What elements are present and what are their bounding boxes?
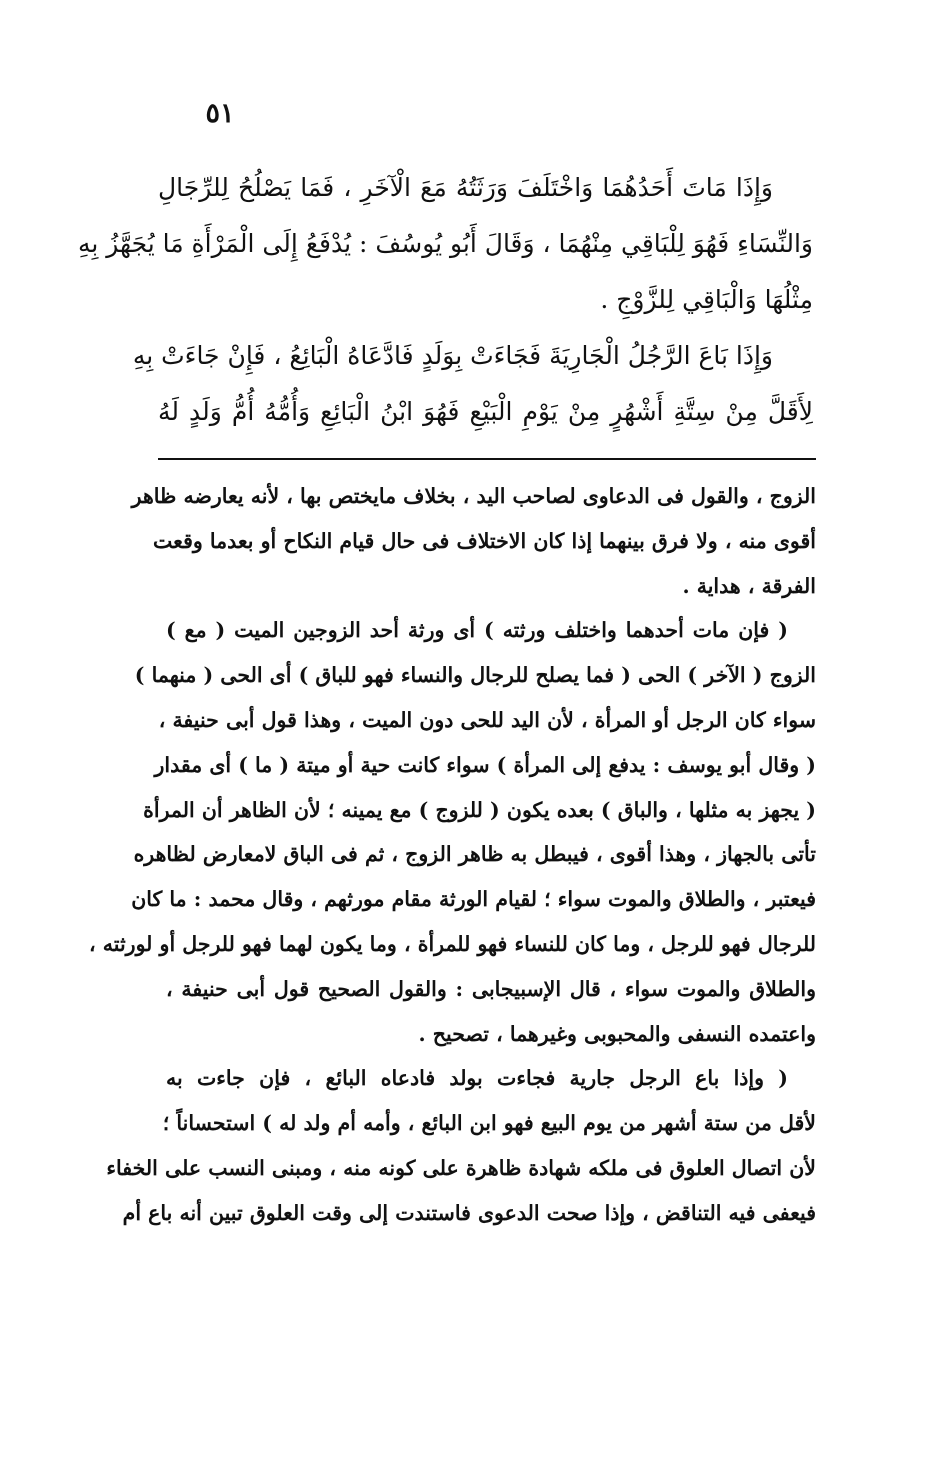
matn-line: وَإِذَا مَاتَ أَحَدُهُمَا وَاخْتَلَفَ وَرَثَتُهُ مَعَ الْآخَرِ ، فَمَا يَصْلُحُ لِلرِّجَالِ — [158, 173, 773, 202]
page-number: ٥١ — [205, 98, 235, 129]
sharh-line: الفرقة ، هداية . — [682, 573, 816, 598]
sharh-line: للرجال فهو للرجل ، وما كان للنساء فهو للمرأة ، وما يكون لهما فهو للرجل أو لورثته ، — [89, 931, 816, 956]
matn-text-block — [77, 160, 813, 440]
sharh-line: لأقل من ستة أشهر من يوم البيع فهو ابن البائع ، وأمه أم ولد له ) استحساناً ؛ — [162, 1111, 816, 1136]
sharh-commentary-block — [89, 474, 816, 1236]
sharh-line: الزوج ( الآخر ) الحى ( فما يصلح للرجال والنساء فهو للباق ) أى الحى ( منهما ) — [134, 663, 816, 688]
sharh-line: ( يجهز به مثلها ، والباق ) بعده يكون ( للزوج ) مع يمينه ؛ لأن الظاهر أن المرأة — [143, 797, 816, 822]
sharh-line: لأن اتصال العلوق فى ملكه شهادة ظاهرة على كونه منه ، ومبنى النسب على الخفاء — [106, 1155, 816, 1180]
sharh-line: ( وإذا باع الرجل جارية فجاءت بولد فادعاه البائع ، فإن جاءت به — [166, 1066, 788, 1091]
separator-rule — [158, 458, 816, 460]
sharh-line: فيعفى فيه التناقض ، وإذا صحت الدعوى فاستندت إلى وقت العلوق تبين أنه باع أم — [122, 1200, 816, 1225]
sharh-line: ( وقال أبو يوسف : يدفع إلى المرأة ) سواء كانت حية أو ميتة ( ما ) أى مقدار — [154, 752, 816, 777]
matn-line: وَالنِّسَاءِ فَهُوَ لِلْبَاقِي مِنْهُمَا ، وَقَالَ أَبُو يُوسُفَ : يُدْفَعُ إِلَى الْمَرْأَةِ مَا يُجَهَّزُ بِهِ — [77, 229, 813, 258]
sharh-line: ( فإن مات أحدهما واختلف ورثته ) أى ورثة أحد الزوجين الميت ( مع ) — [166, 618, 788, 643]
sharh-line: فيعتبر ، والطلاق والموت سواء ؛ لقيام الورثة مقام مورثهم ، وقال محمد : ما كان — [131, 887, 816, 912]
sharh-line: واعتمده النسفى والمحبوبى وغيرهما ، تصحيح . — [418, 1021, 816, 1046]
matn-line: لِأَقَلَّ مِنْ سِتَّةِ أَشْهُرٍ مِنْ يَوْمِ الْبَيْعِ فَهُوَ ابْنُ الْبَائِعِ وَأُمُّهُ أُمُّ وَلَدٍ لَهُ — [158, 397, 813, 426]
sharh-line: أقوى منه ، ولا فرق بينهما إذا كان الاختلاف فى حال قيام النكاح أو بعدما وقعت — [153, 528, 816, 553]
sharh-line: والطلاق والموت سواء ، قال الإسبيجابى : والقول الصحيح قول أبى حنيفة ، — [166, 976, 816, 1001]
sharh-line: تأتى بالجهاز ، وهذا أقوى ، فيبطل به ظاهر الزوج ، ثم فى الباق لامعارض لظاهره — [133, 842, 816, 867]
sharh-line: سواء كان الرجل أو المرأة ، لأن اليد للحى دون الميت ، وهذا قول أبى حنيفة ، — [158, 707, 816, 732]
sharh-line: الزوج ، والقول فى الدعاوى لصاحب اليد ، بخلاف مايختص بها ، لأنه يعارضه ظاهر — [131, 484, 816, 508]
matn-line: وَإِذَا بَاعَ الرَّجُلُ الْجَارِيَةَ فَجَاءَتْ بِوَلَدٍ فَادَّعَاهُ الْبَائِعُ ، فَإِنْ جَاءَتْ بِهِ — [132, 341, 773, 370]
matn-line: مِثْلُهَا وَالْبَاقِي لِلزَّوْجِ . — [600, 285, 813, 314]
